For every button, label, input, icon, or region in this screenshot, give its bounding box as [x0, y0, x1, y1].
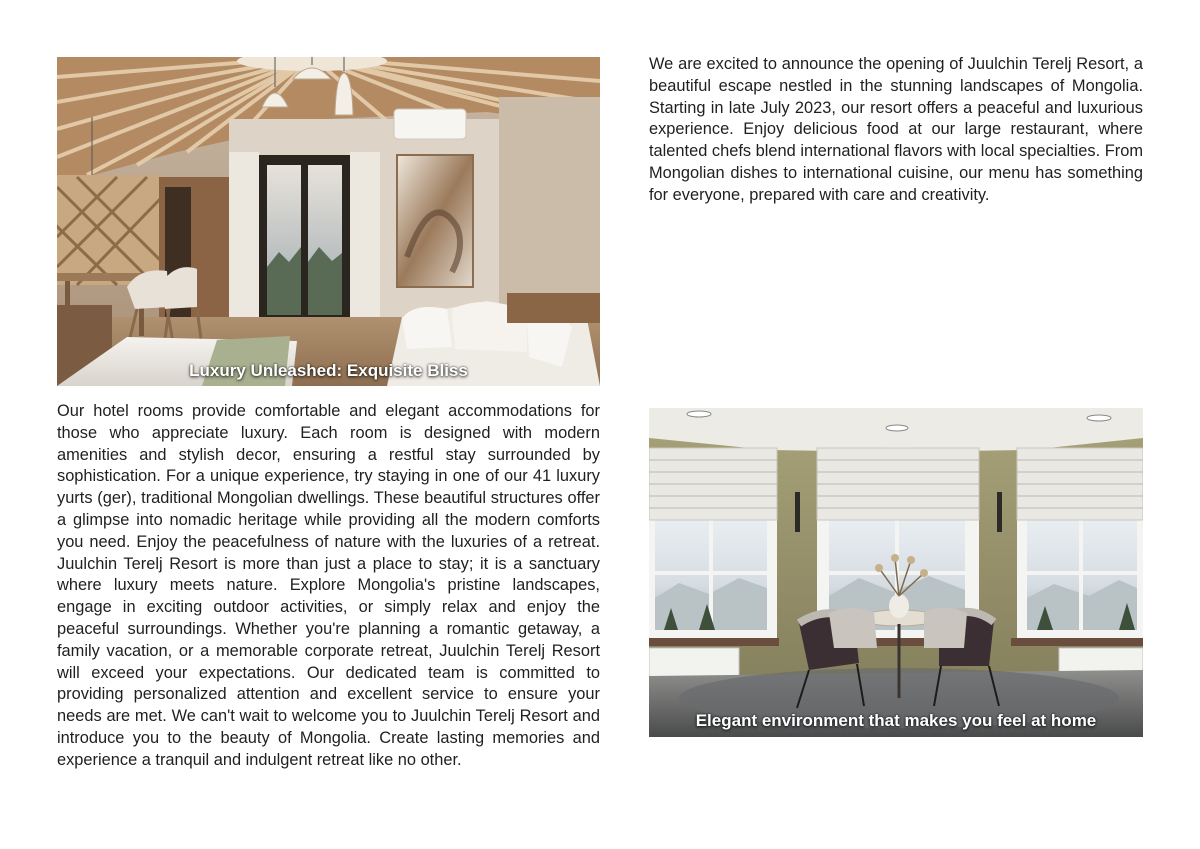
- yurt-interior-illustration: [57, 57, 600, 386]
- yurt-interior-photo: [57, 57, 600, 386]
- dining-room-illustration: [649, 408, 1143, 737]
- hotel-rooms-description: Our hotel rooms provide comfortable and elegant accommodations for those who appreciate luxury. Each room is designed with modern amenities and stylish decor, ensuring a restful stay surrounded by sophistication. For a unique experience, try staying in one of our 41 luxury yurts (ger), traditional Mongolian dwellings. These beautiful structures offer a glimpse into nomadic heritage while providing all the modern comforts you need. Enjoy the peacefulness of nature with the luxuries of a retreat. Juulchin Terelj Resort is more than just a place to stay; it is a sanctuary where luxury meets nature. Explore Mongolia's pristine landscapes, engage in exciting outdoor activities, or simply relax and enjoy the peaceful surroundings. Whether you're planning a romantic getaway, a family vacation, or a memorable corporate retreat, Juulchin Terelj Resort will exceed your expectations. Our dedicated team is committed to providing personalized attention and excellent service to ensure your needs are met. We can't wait to welcome you to Juulchin Terelj Resort and introduce you to the beauty of Mongolia. Create lasting memories and experience a tranquil and indulgent retreat like no other.: [57, 402, 600, 769]
- yurt-photo-caption: Luxury Unleashed: Exquisite Bliss: [189, 361, 468, 380]
- dining-room-photo: [649, 408, 1143, 737]
- dining-photo-caption: Elegant environment that makes you feel at home: [695, 711, 1097, 730]
- resort-opening-announcement: We are excited to announce the opening of Juulchin Terelj Resort, a beautiful escape nestled in the stunning landscapes of Mongolia. Starting in late July 2023, our resort offers a peaceful and luxurious experience. Enjoy delicious food at our large restaurant, where talented chefs blend international flavors with local specialties. From Mongolian dishes to international cuisine, our menu has something for everyone, prepared with care and creativity.: [649, 55, 1143, 204]
